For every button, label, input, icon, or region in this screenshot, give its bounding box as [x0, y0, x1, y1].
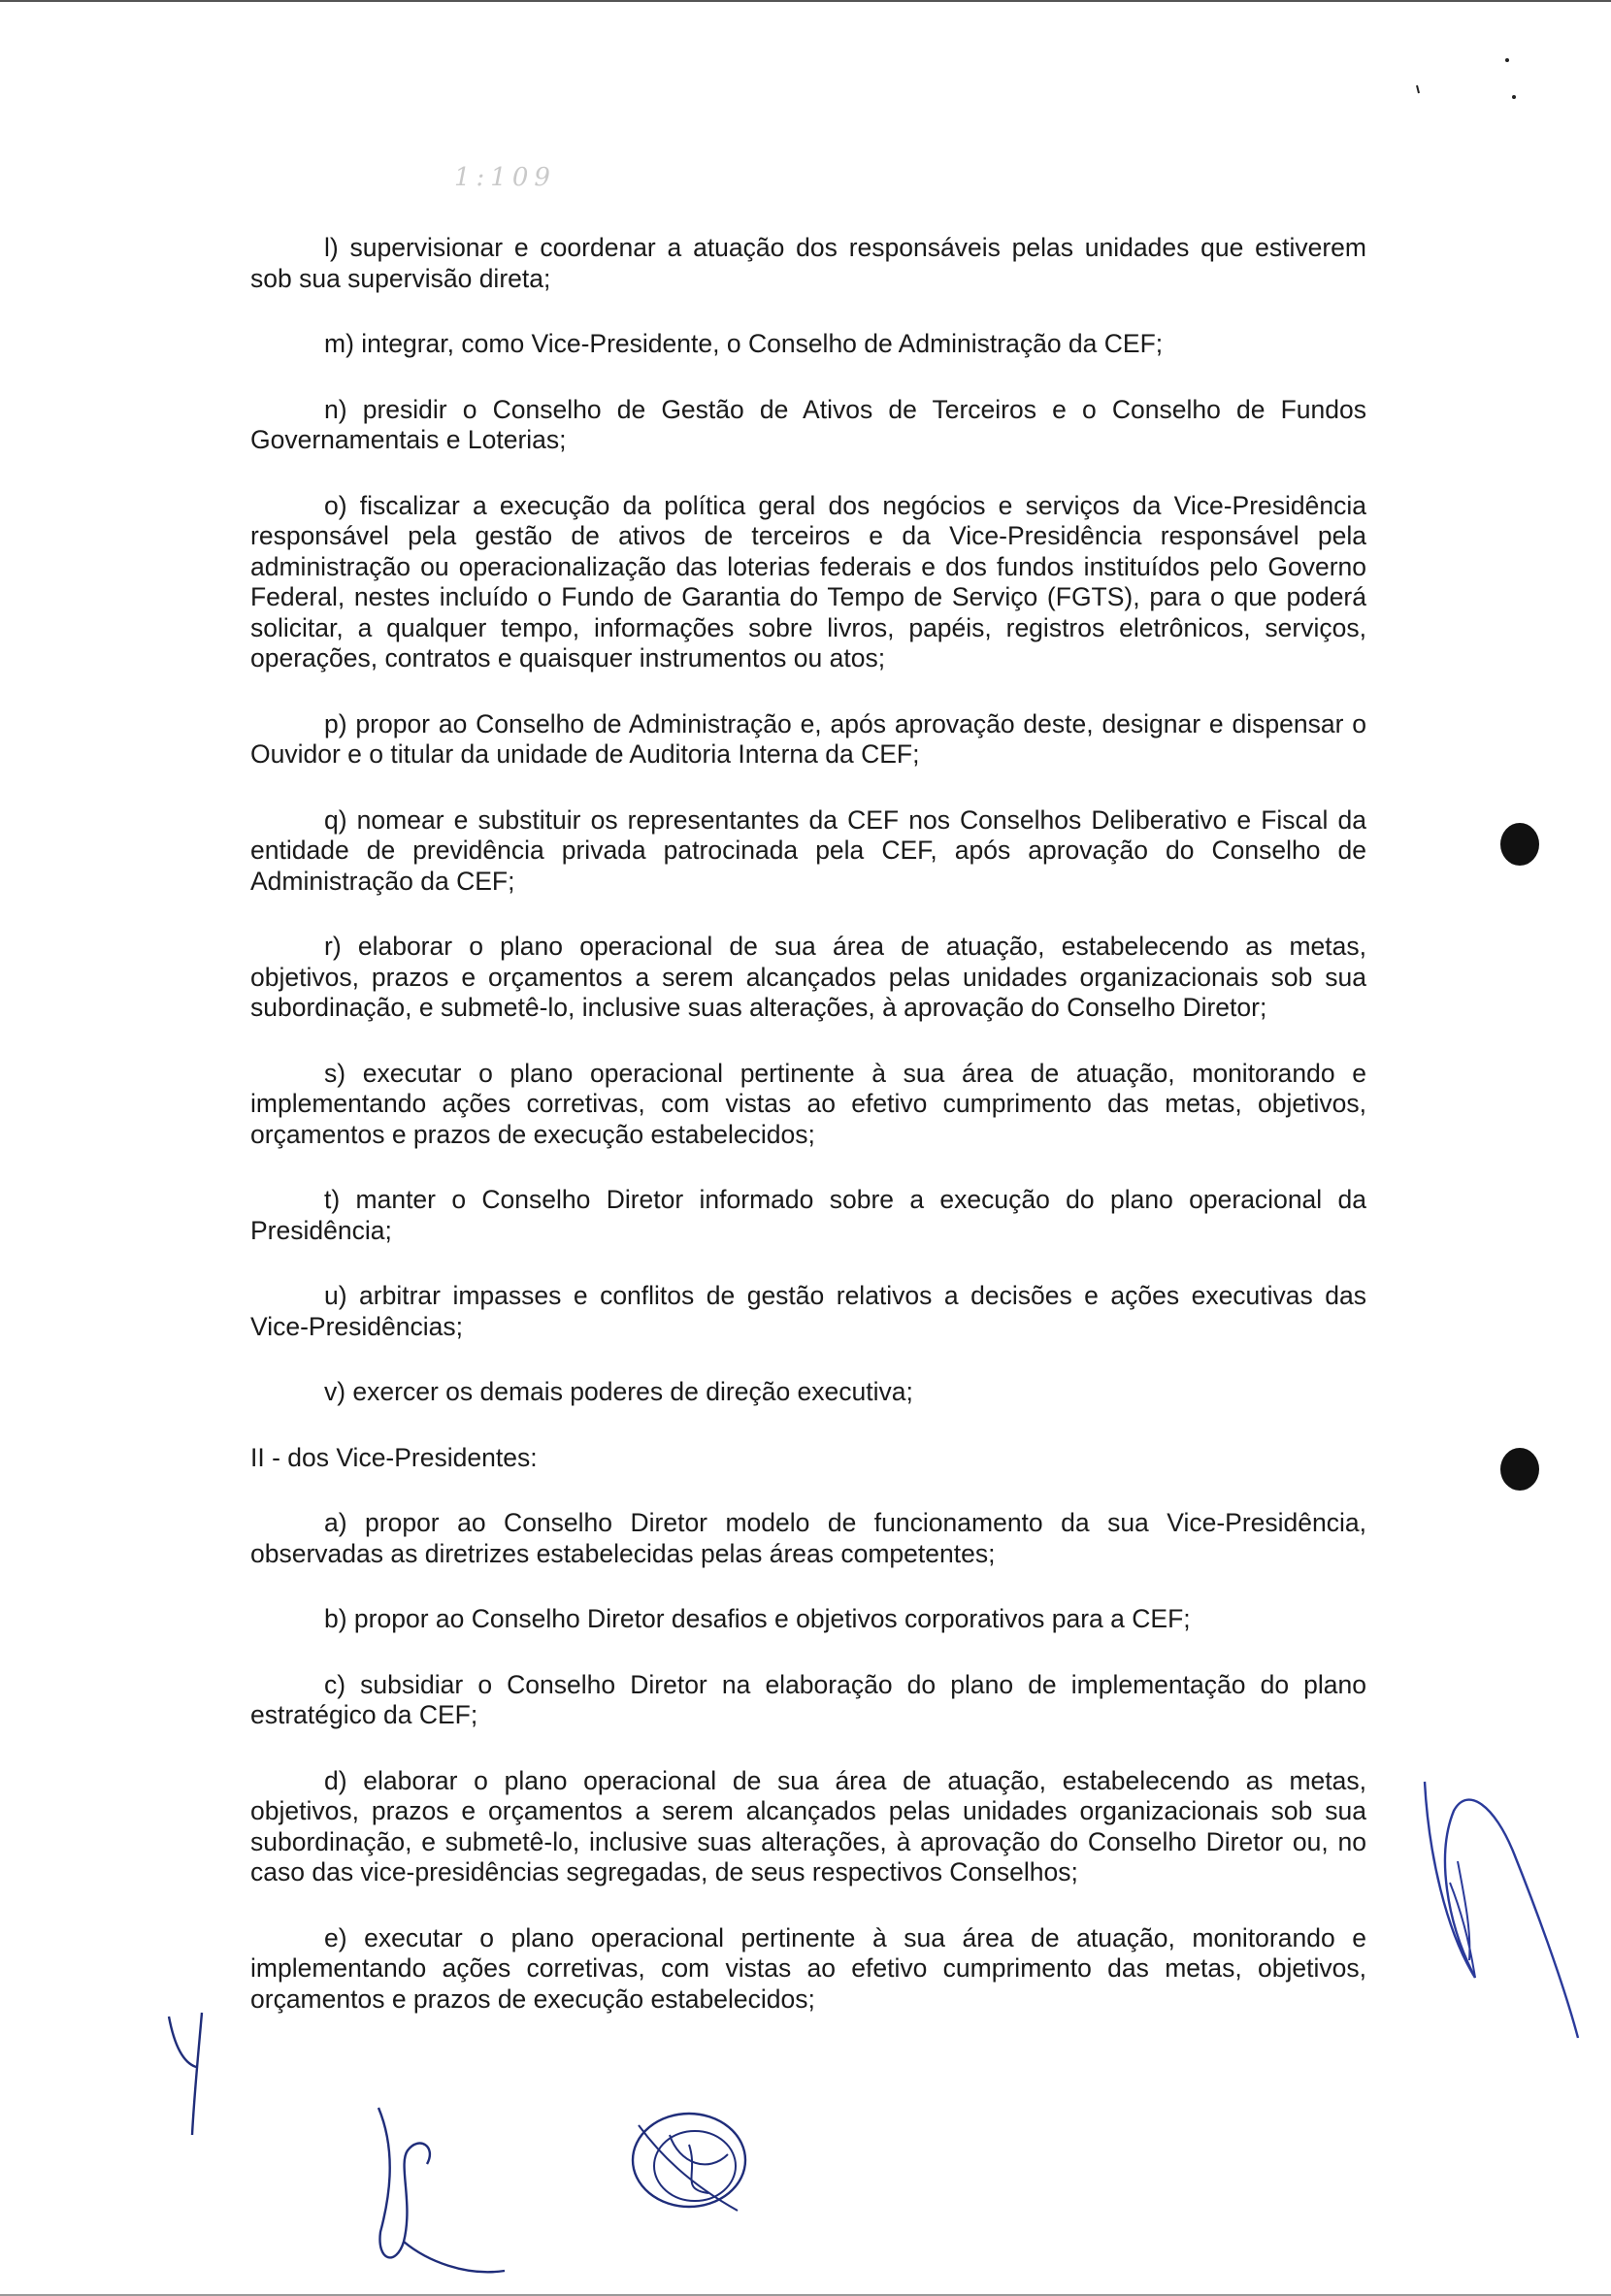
signature-bottom-left [359, 2096, 514, 2280]
paragraph: s) executar o plano operacional pertinente à sua área de atuação, monitorando e implementando ações corretivas, com vistas ao efetivo cumprimento das metas, objetivos, orçamentos e prazos de execução estabelecidos; [250, 1058, 1366, 1149]
corner-marks [1397, 49, 1543, 107]
paragraph: d) elaborar o plano operacional de sua área de atuação, estabelecendo as metas, objetivos, prazos e orçamentos a serem alcançados pelas unidades organizacionais sob sua subordinação, e submetê-lo, inclusive suas alterações, à aprovação do Conselho Diretor ou, no caso das vice-presidências segregadas, de seus respectivos Conselhos; [250, 1765, 1366, 1886]
paragraph: r) elaborar o plano operacional de sua área de atuação, estabelecendo as metas, objetivos, prazos e orçamentos a serem alcançados pelas unidades organizacionais sob sua subordinação, e submetê-lo, inclusive suas alterações, à aprovação do Conselho Diretor; [250, 932, 1366, 1022]
paragraph: q) nomear e substituir os representantes da CEF nos Conselhos Deliberativo e Fiscal da entidade de previdência privada patrocinada pela CEF, após aprovação do Conselho de Administração da CEF; [250, 804, 1366, 896]
paragraph: l) supervisionar e coordenar a atuação dos responsáveis pelas unidades que estiverem sob sua supervisão direta; [250, 233, 1366, 293]
paragraph: n) presidir o Conselho de Gestão de Ativos de Terceiros e o Conselho de Fundos Governamentais e Loterias; [250, 394, 1366, 454]
punch-hole [1500, 823, 1539, 866]
paragraph: t) manter o Conselho Diretor informado sobre a execução do plano operacional da Presidência; [250, 1185, 1366, 1245]
paragraph: m) integrar, como Vice-Presidente, o Conselho de Administração da CEF; [324, 329, 1164, 358]
paragraph: v) exercer os demais poderes de direção executiva; [324, 1377, 913, 1406]
signature-bottom-center [621, 2096, 767, 2232]
paragraph: b) propor ao Conselho Diretor desafios e objetivos corporativos para a CEF; [324, 1604, 1191, 1633]
paragraph: e) executar o plano operacional pertinente à sua área de atuação, monitorando e implementando ações corretivas, com vistas ao efetivo cumprimento das metas, objetivos, orçamentos e prazos de execução estabelecidos; [250, 1922, 1366, 2014]
signature-left-margin [155, 2009, 233, 2145]
paragraph: o) fiscalizar a execução da política geral dos negócios e serviços da Vice-Presidência responsável pela gestão de ativos de terceiros e da Vice-Presidência responsável pela administração ou operacionalização das loterias federais e dos fundos instituídos pelo Governo Federal, nestes incluído o Fundo de Garantia do Tempo de Serviço (FGTS), para o que poderá solicitar, a qualquer tempo, informações sobre livros, papéis, registros eletrônicos, serviços, operações, contratos e quaisquer instrumentos ou atos; [250, 490, 1366, 672]
document-body [250, 233, 1366, 2050]
paragraph: a) propor ao Conselho Diretor modelo de funcionamento da sua Vice-Presidência, observadas as diretrizes estabelecidas pelas áreas competentes; [250, 1508, 1366, 1568]
paragraph: c) subsidiar o Conselho Diretor na elaboração do plano de implementação do plano estratégico da CEF; [250, 1669, 1366, 1729]
signature-right-margin [1407, 1766, 1601, 2057]
paragraph: u) arbitrar impasses e conflitos de gestão relativos a decisões e ações executivas das Vice-Presidências; [250, 1281, 1366, 1341]
paragraph: p) propor ao Conselho de Administração e, após aprovação deste, designar e dispensar o Ouvidor e o titular da unidade de Auditoria Interna da CEF; [250, 708, 1366, 769]
section-heading: II - dos Vice-Presidentes: [250, 1442, 538, 1472]
page-top-edge [0, 0, 1611, 2]
page-number-stamp: 1:109 [454, 163, 556, 192]
punch-hole [1500, 1448, 1539, 1491]
